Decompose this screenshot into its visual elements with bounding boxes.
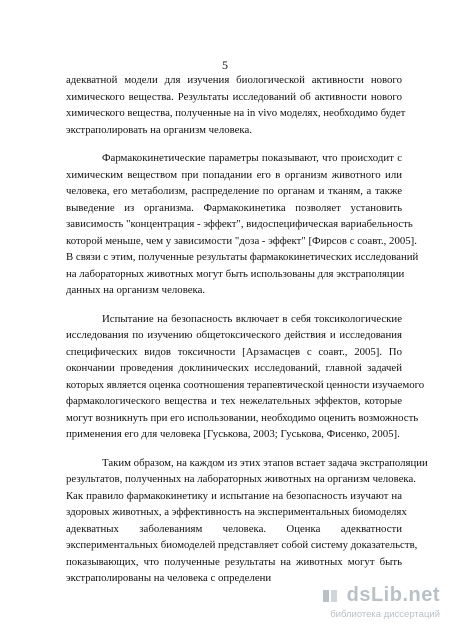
text-line: фармакологического вещества и тех нежелательных эффектов, которые (66, 395, 402, 407)
text-line: Таким образом, на каждом из этих этапов встает задача экстраполяции (102, 456, 428, 469)
text-line: применения его для человека [Гуськова, 2003; Гуськова, Фисенко, 2005]. (66, 428, 400, 440)
page-number: 5 (222, 58, 228, 72)
watermark-brand: dsLib.net (346, 584, 440, 606)
text-line: исследования по изучению общетоксического действия и исследования (66, 329, 402, 341)
text-line: адекватной модели для изучения биологической активности нового (66, 74, 402, 86)
text-line: показывающих, что полученные результаты на животных могут быть (66, 555, 402, 568)
watermark (322, 584, 442, 626)
document-body (66, 72, 428, 587)
text-line: экстраполировать на организм человека. (66, 123, 253, 136)
text-line: могут возникнуть при его использовании, необходимо оценить возможность (66, 411, 419, 424)
paragraph-4 (66, 455, 428, 587)
text-line: специфических видов токсичности [Арзамасцев с соавт., 2005]. По (66, 345, 402, 358)
text-line: адекватных заболеваниям человека. Оценка адекватности (66, 522, 402, 535)
text-line: которой меньше, чем у зависимости "доза - эффект" [Фирсов с соавт., 2005]. (66, 234, 417, 247)
text-line: Как правило фармакокинетику и испытание на безопасность изучают на (66, 489, 402, 502)
text-line: Фармакокинетические параметры показывают, что происходит с (102, 152, 402, 164)
text-line: экстраполированы на человека с определени (66, 572, 272, 584)
text-line: выведение из организма. Фармакокинетика позволяет установить (66, 201, 402, 214)
text-line: химического вещества. Результаты исследований об активности нового (66, 90, 402, 103)
text-line: В связи с этим, полученные результаты фармакокинетических исследований (66, 251, 419, 263)
text-line: которых является оценка соотношения терапевтической ценности изучаемого (66, 378, 425, 391)
text-line: результатов, полученных на лабораторных животных на организм человека. (66, 473, 416, 485)
text-line: химического вещества, полученные на in vivo моделях, необходимо будет (66, 107, 406, 119)
text-line: человека, его метаболизм, распределение по органам и тканям, а также (66, 185, 402, 197)
text-line: зависимость "концентрация - эффект", видоспецифическая вариабельность (66, 218, 413, 230)
text-line: Испытание на безопасность включает в себя токсикологические (102, 312, 402, 325)
text-line: окончании проведения доклинических исследований, главной задачей (66, 362, 402, 374)
paragraph-1 (66, 72, 406, 138)
text-line: данных на организм человека. (66, 284, 206, 296)
paragraph-2 (66, 150, 419, 299)
text-line: здоровых животных, а эффективность на экспериментальных биомоделях (66, 506, 407, 518)
paragraph-3 (66, 311, 425, 443)
text-line: экспериментальных биомоделей представляет собой систему доказательств, (66, 539, 418, 551)
text-line: химическим веществом при попадании его в организм животного или (66, 168, 402, 181)
text-line: на лабораторных животных могут быть использованы для экстраполяции (66, 267, 405, 280)
book-icon (322, 588, 338, 604)
watermark-tagline: библиотека диссертаций (330, 609, 440, 620)
